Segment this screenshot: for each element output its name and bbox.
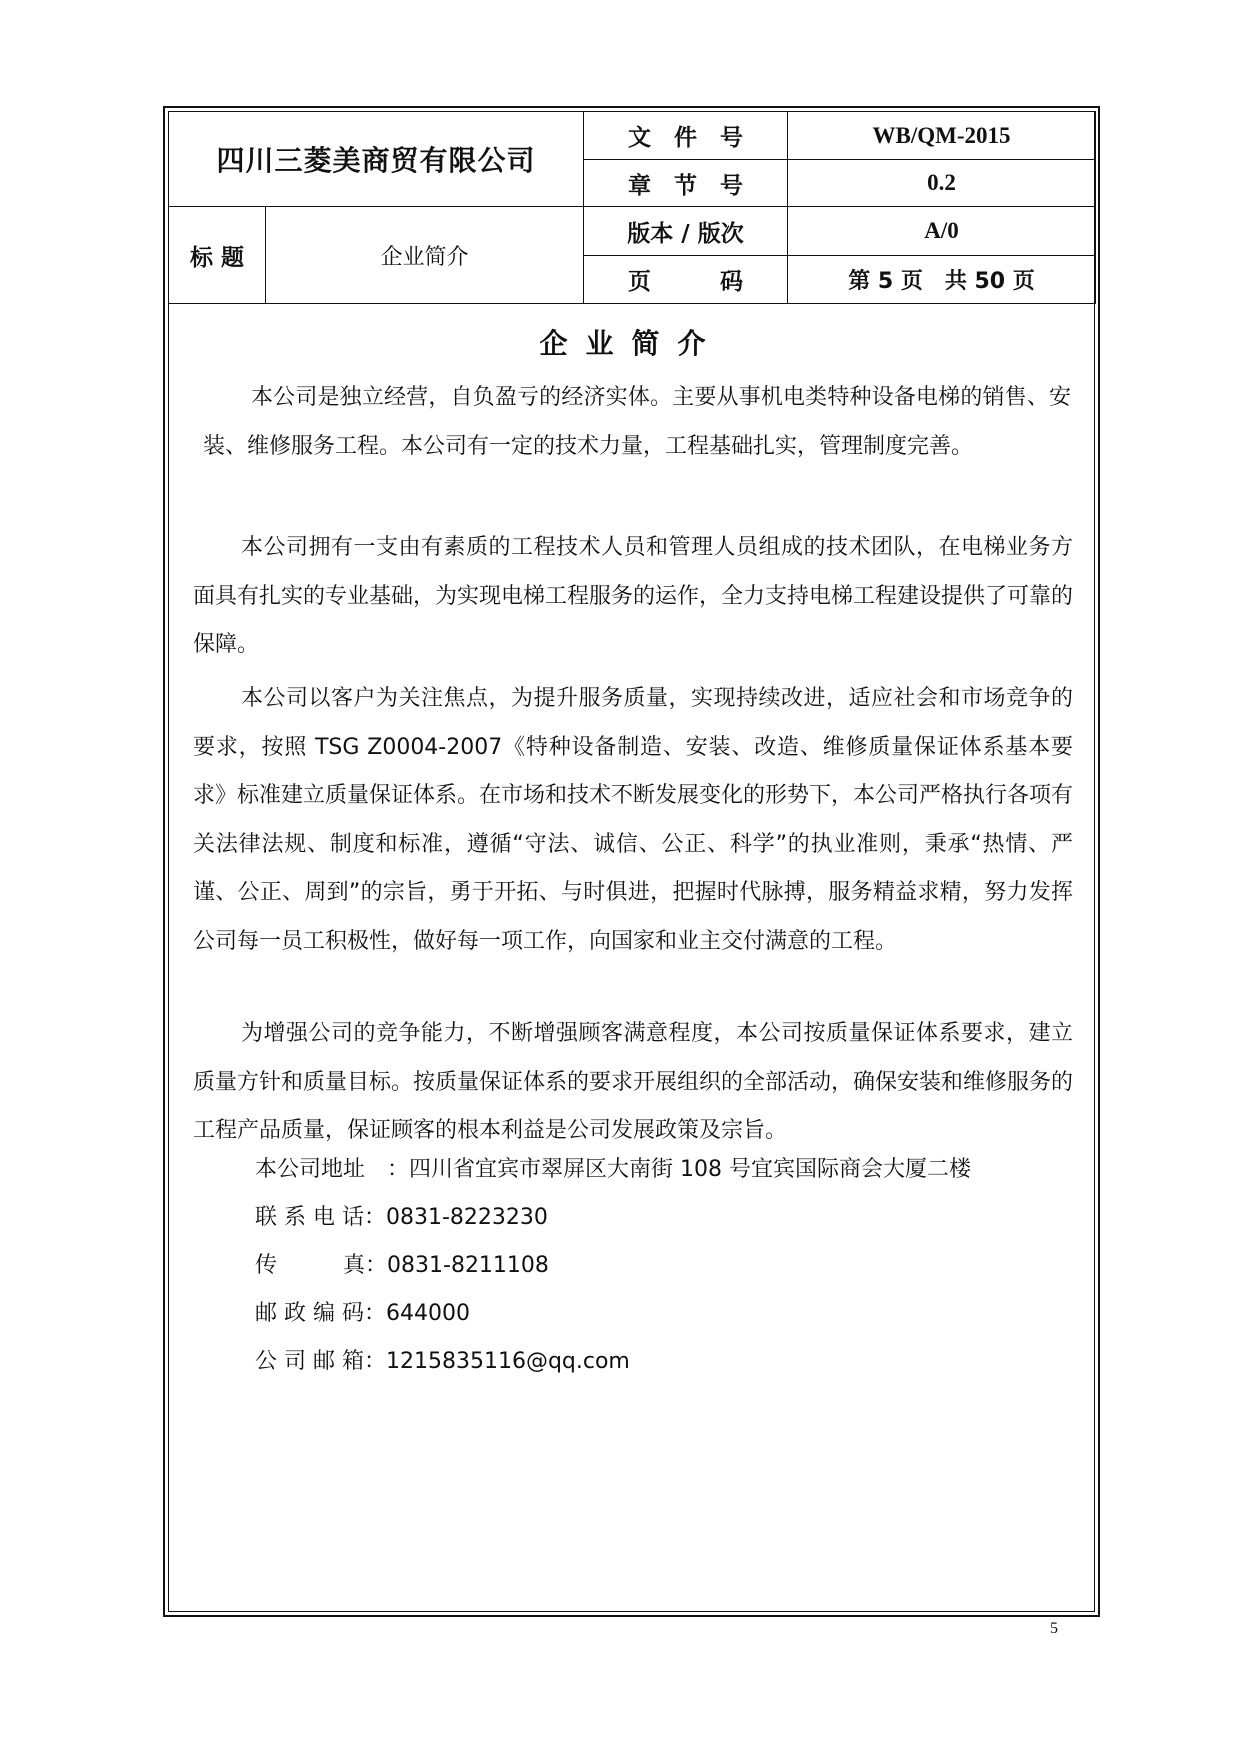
version-label: 版本 / 版次 [584,207,788,256]
document-header-table [168,111,1096,304]
email-value: 1215835116@qq.com [385,1349,630,1374]
paragraph-3: 本公司以客户为关注焦点，为提升服务质量，实现持续改进，适应社会和市场竞争的要求，按照 TSG Z0004-2007《特种设备制造、安装、改造、维修质量保证体系基本要求》标准建立质量保证体系。在市场和技术不断发展变化的形势下，本公司严格执行各项有关法律法规、制度和标准，遵循“守法、诚信、公正、科学”的执业准则，秉承“热情、严谨、公正、周到”的宗旨，勇于开拓、与时俱进，把握时代脉搏，服务精益求精，努力发挥公司每一员工积极性，做好每一项工作，向国家和业主交付满意的工程。 [193,686,1074,954]
contact-postcode [255,1296,470,1327]
file-number-value: WB/QM-2015 [788,112,1096,160]
postcode-value: 644000 [385,1301,470,1326]
postcode-label: 邮 政 编 码： [255,1301,386,1326]
phone-value: 0831-8223230 [385,1205,548,1230]
contact-phone [255,1200,548,1231]
chapter-number-value: 0.2 [788,160,1096,207]
company-name: 四川三菱美商贸有限公司 [169,112,584,207]
paragraph-1: 本公司是独立经营，自负盈亏的经济实体。主要从事机电类特种设备电梯的销售、安装、维修服务工程。本公司有一定的技术力量，工程基础扎实，管理制度完善。 [203,385,1071,459]
contact-email [255,1344,630,1375]
title-value: 企业简介 [266,207,584,304]
contact-fax [255,1248,549,1279]
email-label: 公 司 邮 箱： [255,1349,386,1374]
fax-value: 0831-8211108 [387,1253,549,1278]
paragraph-2: 本公司拥有一支由有素质的工程技术人员和管理人员组成的技术团队，在电梯业务方面具有扎实的专业基础，为实现电梯工程服务的运作，全力支持电梯工程建设提供了可靠的保障。 [193,535,1074,657]
phone-label: 联 系 电 话： [255,1205,386,1230]
paragraph-4: 为增强公司的竞争能力，不断增强顾客满意程度，本公司按质量保证体系要求，建立质量方针和质量目标。按质量保证体系的要求开展组织的全部活动，确保安装和维修服务的工程产品质量，保证顾客的根本利益是公司发展政策及宗旨。 [193,1021,1074,1143]
title-label: 标 题 [169,207,266,304]
page-number: 5 [1050,1620,1058,1637]
version-value: A/0 [788,207,1096,256]
chapter-number-label: 章 节 号 [584,160,788,207]
page-value: 第 5 页 共 50 页 [788,256,1096,304]
page-label: 页 码 [584,256,788,304]
file-number-label: 文 件 号 [584,112,788,160]
document-heading: 企业简介 [539,327,724,360]
address-label: 本公司地址 ： [255,1157,410,1182]
address-value: 四川省宜宾市翠屏区大南街 108 号宜宾国际商会大厦二楼 [409,1157,971,1182]
contact-address [255,1152,971,1183]
fax-label: 传 真： [255,1253,388,1278]
